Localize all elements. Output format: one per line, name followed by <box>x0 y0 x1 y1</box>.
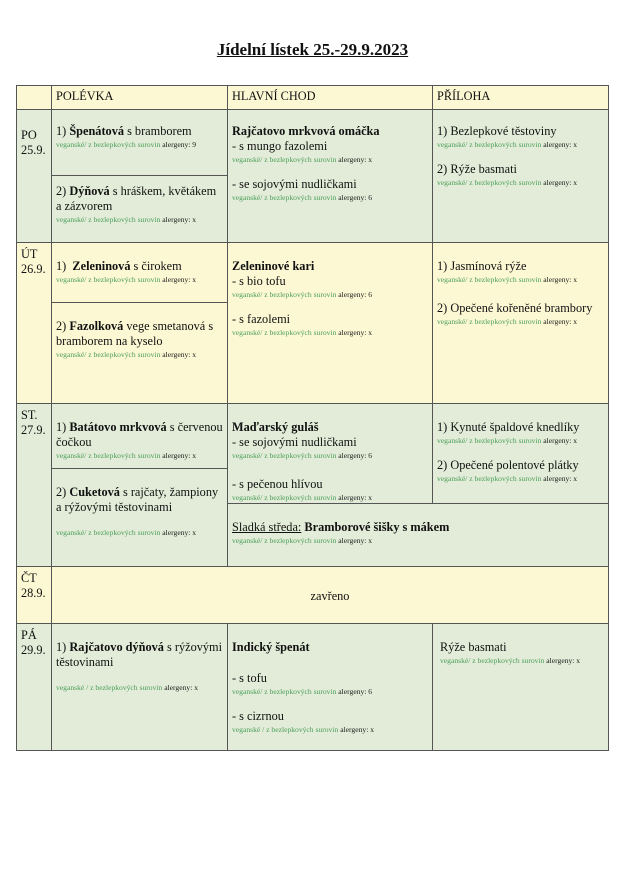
monday-soup-1: 1) Špenátová s bramborem veganské/ z bezlepkových surovin alergeny: 9 <box>52 110 228 176</box>
wednesday-side: 1) Kynuté špaldové knedlíky veganské/ z bezlepkových surovin alergeny: x 2) Opečené polentové plátky veganské/ z bezlepkových surovin alergeny: x <box>433 404 609 504</box>
page-title: Jídelní lístek 25.-29.9.2023 <box>216 40 409 59</box>
thursday-closed: zavřeno <box>52 567 609 624</box>
thursday-row <box>17 567 609 624</box>
tuesday-soup-2: 2) Fazolková vege smetanová s bramborem na kyselo veganské/ z bezlepkových surovin alergeny: x <box>52 303 228 404</box>
wednesday-day: ST. 27.9. <box>17 404 52 567</box>
tuesday-day: ÚT 26.9. <box>17 243 52 404</box>
friday-row <box>17 624 609 751</box>
header-row <box>17 86 609 110</box>
wednesday-soup-2: 2) Cuketová s rajčaty, žampiony a rýžovými těstovinami veganské/ z bezlepkových surovin alergeny: x <box>52 469 228 567</box>
header-main: HLAVNÍ CHOD <box>228 86 433 110</box>
monday-row-1 <box>17 110 609 176</box>
wednesday-row-1 <box>17 404 609 469</box>
monday-day: PO 25.9. <box>17 110 52 243</box>
wednesday-sweet: Sladká středa: Bramborové šišky s mákem veganské/ z bezlepkových surovin alergeny: x <box>228 504 609 567</box>
wednesday-soup-1: 1) Batátovo mrkvová s červenou čočkou veganské/ z bezlepkových surovin alergeny: x <box>52 404 228 469</box>
tuesday-soup-1: 1) Zeleninová s čirokem veganské/ z bezlepkových surovin alergeny: x <box>52 243 228 303</box>
tuesday-side: 1) Jasmínová rýže veganské/ z bezlepkových surovin alergeny: x 2) Opečené kořeněné brambory veganské/ z bezlepkových surovin alergeny: x <box>433 243 609 404</box>
header-soup: POLÉVKA <box>52 86 228 110</box>
friday-main: Indický špenát - s tofu veganské/ z bezlepkových surovin alergeny: 6 - s cizrnou veganské / z bezlepkových surovin alergeny: x <box>228 624 433 751</box>
tuesday-main: Zeleninové kari - s bio tofu veganské/ z bezlepkových surovin alergeny: 6 - s fazolemi veganské/ z bezlepkových surovin alergeny: x <box>228 243 433 404</box>
monday-side: 1) Bezlepkové těstoviny veganské/ z bezlepkových surovin alergeny: x 2) Rýže basmati veganské/ z bezlepkových surovin alergeny: x <box>433 110 609 243</box>
thursday-day: ČT 28.9. <box>17 567 52 624</box>
wednesday-main: Maďarský guláš - se sojovými nudličkami veganské/ z bezlepkových surovin alergeny: 6 - s pečenou hlívou veganské/ z bezlepkových surovin alergeny: x <box>228 404 433 504</box>
tuesday-row-1 <box>17 243 609 303</box>
monday-soup-2: 2) Dýňová s hráškem, květákem a zázvorem veganské/ z bezlepkových surovin alergeny: x <box>52 176 228 243</box>
menu-table <box>16 85 609 751</box>
friday-day: PÁ 29.9. <box>17 624 52 751</box>
friday-soup: 1) Rajčatovo dýňová s rýžovými těstovinami veganské / z bezlepkových surovin alergeny: x <box>52 624 228 751</box>
header-side: PŘÍLOHA <box>433 86 609 110</box>
friday-side: Rýže basmati veganské/ z bezlepkových surovin alergeny: x <box>433 624 609 751</box>
monday-main: Rajčatovo mrkvová omáčka - s mungo fazolemi veganské/ z bezlepkových surovin alergeny: x - se sojovými nudličkami veganské/ z bezlepkových surovin alergeny: 6 <box>228 110 433 243</box>
header-day <box>17 86 52 110</box>
